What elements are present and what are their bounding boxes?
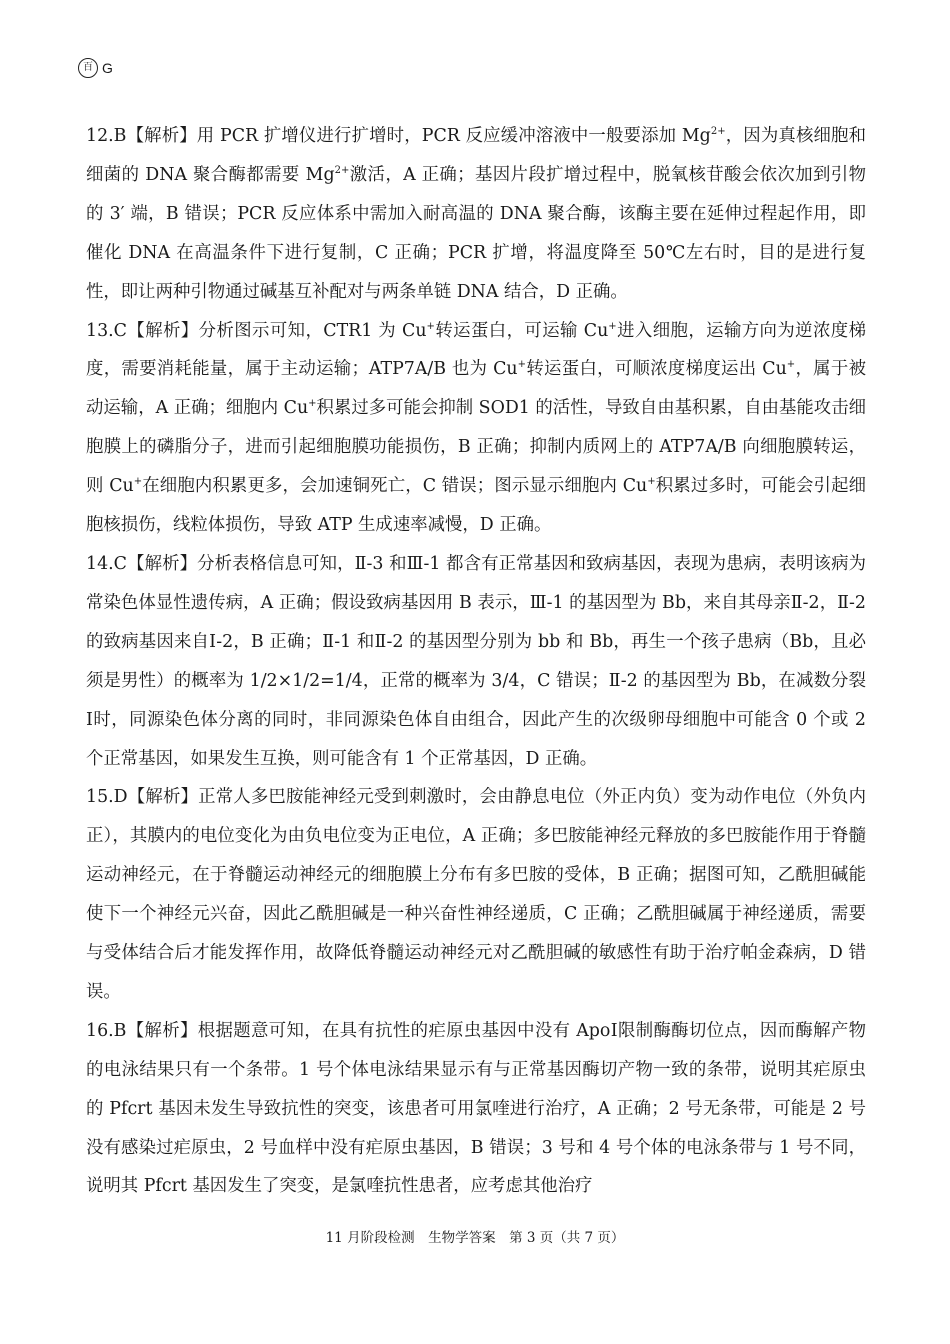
page-header bbox=[78, 58, 113, 78]
text-run: 激活，A 正确；基因片段扩增过程中，脱氧核苷酸会依次加到引物的 3′ 端，B 错误；PCR 反应体系中需加入耐高温的 DNA 聚合酶，该酶主要在延伸过程起作用，即催化 DNA 在高温条件下进行复制，C 正确；PCR 扩增，将温度降至 50℃左右时，目的是进行复性，即让两种引物通过碱基互补配对与两条单链 DNA 结合，D 正确。 bbox=[86, 164, 866, 302]
page-footer: 11 月阶段检测 生物学答案 第 3 页（共 7 页） bbox=[325, 1230, 625, 1246]
superscript: 2+ bbox=[710, 126, 726, 138]
text-run: 15.D【解析】正常人多巴胺能神经元受到刺激时，会由静息电位（外正内负）变为动作电位（外负内正），其膜内的电位变化为由负电位变为正电位，A 正确；多巴胺能神经元释放的多巴胺能作用于脊髓运动神经元，在于脊髓运动神经元的细胞膜上分布有多巴胺的受体，B 正确；据图可知，乙酰胆碱能使下一个神经元兴奋，因此乙酰胆碱是一种兴奋性神经递质，C 正确；乙酰胆碱属于神经递质，需要与受体结合后才能发挥作用，故降低脊髓运动神经元对乙酰胆碱的敏感性有助于治疗帕金森病，D 错误。 bbox=[86, 787, 866, 1002]
superscript: + bbox=[426, 320, 435, 332]
superscript: + bbox=[647, 476, 656, 488]
text-run: 积累过多可能会抑制 SOD1 的活性，导致自由基积累，自由基能攻击细胞膜上的磷脂分子，进而引起细胞膜功能损伤，B 正确；抑制内质网上的 ATP7A/B 向细胞膜转运，则 Cu bbox=[86, 398, 866, 497]
brand-logo-icon: 百 bbox=[78, 58, 98, 78]
text-run: 在细胞内积累更多，会加速铜死亡，C 错误；图示显示细胞内 Cu bbox=[142, 476, 648, 497]
superscript: 2+ bbox=[334, 165, 350, 177]
text-run: ，因为真核细胞和细菌的 DNA 聚合酶都需要 Mg bbox=[86, 126, 866, 185]
answer-paragraph bbox=[86, 1012, 866, 1207]
answer-content bbox=[86, 117, 866, 1206]
superscript: + bbox=[133, 476, 143, 488]
brand-letter: G bbox=[102, 60, 113, 76]
answer-paragraph bbox=[86, 312, 866, 545]
superscript: + bbox=[308, 398, 317, 410]
superscript: + bbox=[608, 320, 617, 332]
text-run: 转运蛋白，可运输 Cu bbox=[434, 320, 609, 341]
superscript: + bbox=[786, 359, 796, 371]
answer-paragraph bbox=[86, 545, 866, 778]
text-run: ，属于被动运输，A 正确；细胞内 Cu bbox=[86, 359, 866, 419]
answer-paragraph bbox=[86, 117, 866, 312]
text-run: 13.C【解析】分析图示可知，CTR1 为 Cu bbox=[86, 320, 427, 341]
text-run: 16.B【解析】根据题意可知，在具有抗性的疟原虫基因中没有 ApoⅠ限制酶酶切位点，因而酶解产物的电泳结果只有一个条带。1 号个体电泳结果显示有与正常基因酶切产物一致的条带，说明其疟原虫的 Pfcrt 基因未发生导致抗性的突变，该患者可用氯喹进行治疗，A 正确；2 号无条带，可能是 2 号没有感染过疟原虫，2 号血样中没有疟原虫基因，B 错误；3 号和 4 号个体的电泳条带与 1 号不同，说明其 Pfcrt 基因发生了突变，是氯喹抗性患者，应考虑其他治疗 bbox=[86, 1020, 866, 1197]
answer-paragraph bbox=[86, 778, 866, 1011]
text-run: 14.C【解析】分析表格信息可知，Ⅱ-3 和Ⅲ-1 都含有正常基因和致病基因，表现为患病，表明该病为常染色体显性遗传病，A 正确；假设致病基因用 B 表示，Ⅲ-1 的基因型为 Bb，来自其母亲Ⅱ-2，Ⅱ-2 的致病基因来自Ⅰ-2，B 正确；Ⅱ-1 和Ⅱ-2 的基因型分别为 bb 和 Bb，再生一个孩子患病（Bb，且必须是男性）的概率为 1/2×1/2=1/4，正常的概率为 3/4，C 错误；Ⅱ-2 的基因型为 Bb，在减数分裂Ⅰ时，同源染色体分离的同时，非同源染色体自由组合，因此产生的次级卵母细胞中可能含 0 个或 2 个正常基因，如果发生互换，则可能含有 1 个正常基因，D 正确。 bbox=[86, 553, 866, 769]
text-run: 进入细胞，运输方向为逆浓度梯度，需要消耗能量，属于主动运输；ATP7A/B 也为 Cu bbox=[86, 320, 866, 380]
text-run: 转运蛋白，可顺浓度梯度运出 Cu bbox=[526, 359, 787, 380]
text-run: 12.B【解析】用 PCR 扩增仪进行扩增时，PCR 反应缓冲溶液中一般要添加 Mg bbox=[86, 126, 711, 146]
superscript: + bbox=[517, 359, 527, 371]
text-run: 积累过多时，可能会引起细胞核损伤，线粒体损伤，导致 ATP 生成速率减慢，D 正确。 bbox=[86, 476, 866, 536]
